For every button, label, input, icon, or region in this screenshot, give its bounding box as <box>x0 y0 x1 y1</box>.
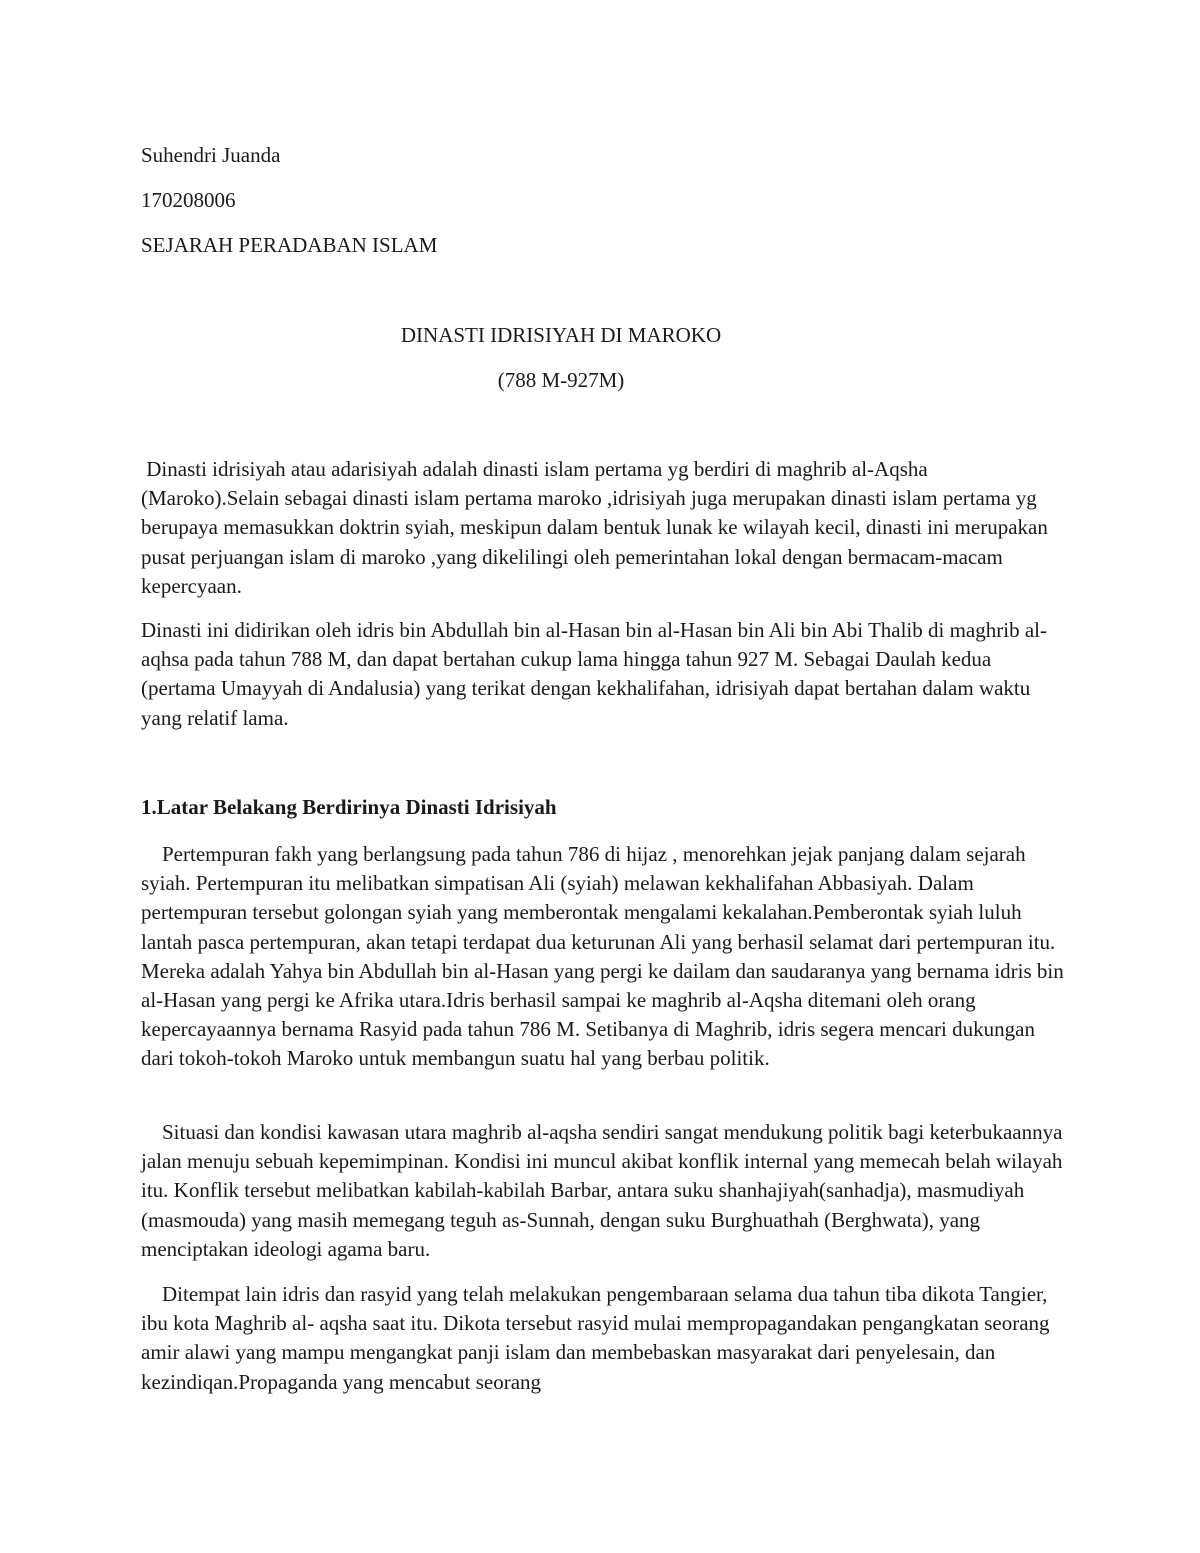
section-heading: 1.Latar Belakang Berdirinya Dinasti Idrisiyah <box>141 795 557 819</box>
document-title: DINASTI IDRISIYAH DI MAROKO <box>400 323 722 347</box>
course-name: SEJARAH PERADABAN ISLAM <box>141 233 438 257</box>
section-paragraph-1 <box>141 840 1071 1074</box>
section-paragraph-2 <box>141 1118 1071 1264</box>
intro-paragraph-2 <box>141 616 1071 733</box>
section-paragraph-2-text: Situasi dan kondisi kawasan utara maghrib al-aqsha sendiri sangat mendukung politik bagi keterbukaannya jalan menuju sebuah kepemimpinan. Kondisi ini muncul akibat konflik internal yang memecah belah wilayah itu. Konflik tersebut melibatkan kabilah-kabilah Barbar, antara suku shanhajiyah(sanhadja), masmudiyah (masmouda) yang masih memegang teguh as-Sunnah, dengan suku Burghuathah (Berghwata), yang menciptakan ideologi agama baru. <box>141 1120 1068 1261</box>
intro-paragraph-2-text: Dinasti ini didirikan oleh idris bin Abdullah bin al-Hasan bin al-Hasan bin Ali bin Abi Thalib di maghrib al-aqhsa pada tahun 788 M, dan dapat bertahan cukup lama hingga tahun 927 M. Sebagai Daulah kedua (pertama Umayyah di Andalusia) yang terikat dengan kekhalifahan, idrisiyah dapat bertahan dalam waktu yang relatif lama. <box>141 618 1047 730</box>
student-id: 170208006 <box>141 188 236 212</box>
section-paragraph-1-text: Pertempuran fakh yang berlangsung pada tahun 786 di hijaz , menorehkan jejak panjang dalam sejarah syiah. Pertempuran itu melibatkan simpatisan Ali (syiah) melawan kekhalifahan Abbasiyah. Dalam pertempuran tersebut golongan syiah yang memberontak mengalami kekalahan.Pemberontak syiah luluh lantah pasca pertempuran, akan tetapi terdapat dua keturunan Ali yang berhasil selamat dari pertempuran itu. Mereka adalah Yahya bin Abdullah bin al-Hasan yang pergi ke dailam dan saudaranya yang bernama idris bin al-Hasan yang pergi ke Afrika utara.Idris berhasil sampai ke maghrib al-Aqsha ditemani oleh orang kepercayaannya bernama Rasyid pada tahun 786 M. Setibanya di Maghrib, idris segera mencari dukungan dari tokoh-tokoh Maroko untuk membangun suatu hal yang berbau politik. <box>141 842 1069 1071</box>
document-subtitle-years: (788 M-927M) <box>497 368 625 392</box>
intro-paragraph-1 <box>141 455 1071 601</box>
intro-paragraph-1-text: Dinasti idrisiyah atau adarisiyah adalah dinasti islam pertama yg berdiri di maghrib al-Aqsha (Maroko).Selain sebagai dinasti islam pertama maroko ,idrisiyah juga merupakan dinasti islam pertama yg berupaya memasukkan doktrin syiah, meskipun dalam bentuk lunak ke wilayah kecil, dinasti ini merupakan pusat perjuangan islam di maroko ,yang dikelilingi oleh pemerintahan lokal dengan bermacam-macam kepercyaan. <box>141 457 1054 598</box>
section-paragraph-3-text: Ditempat lain idris dan rasyid yang telah melakukan pengembaraan selama dua tahun tiba dikota Tangier, ibu kota Maghrib al- aqsha saat itu. Dikota tersebut rasyid mulai mempropagandakan pengangkatan seorang amir alawi yang mampu mengangkat panji islam dan membebaskan masyarakat dari penyelesain, dan kezindiqan.Propaganda yang mencabut seorang <box>141 1282 1055 1394</box>
author-name: Suhendri Juanda <box>141 143 281 167</box>
section-paragraph-3 <box>141 1280 1071 1397</box>
